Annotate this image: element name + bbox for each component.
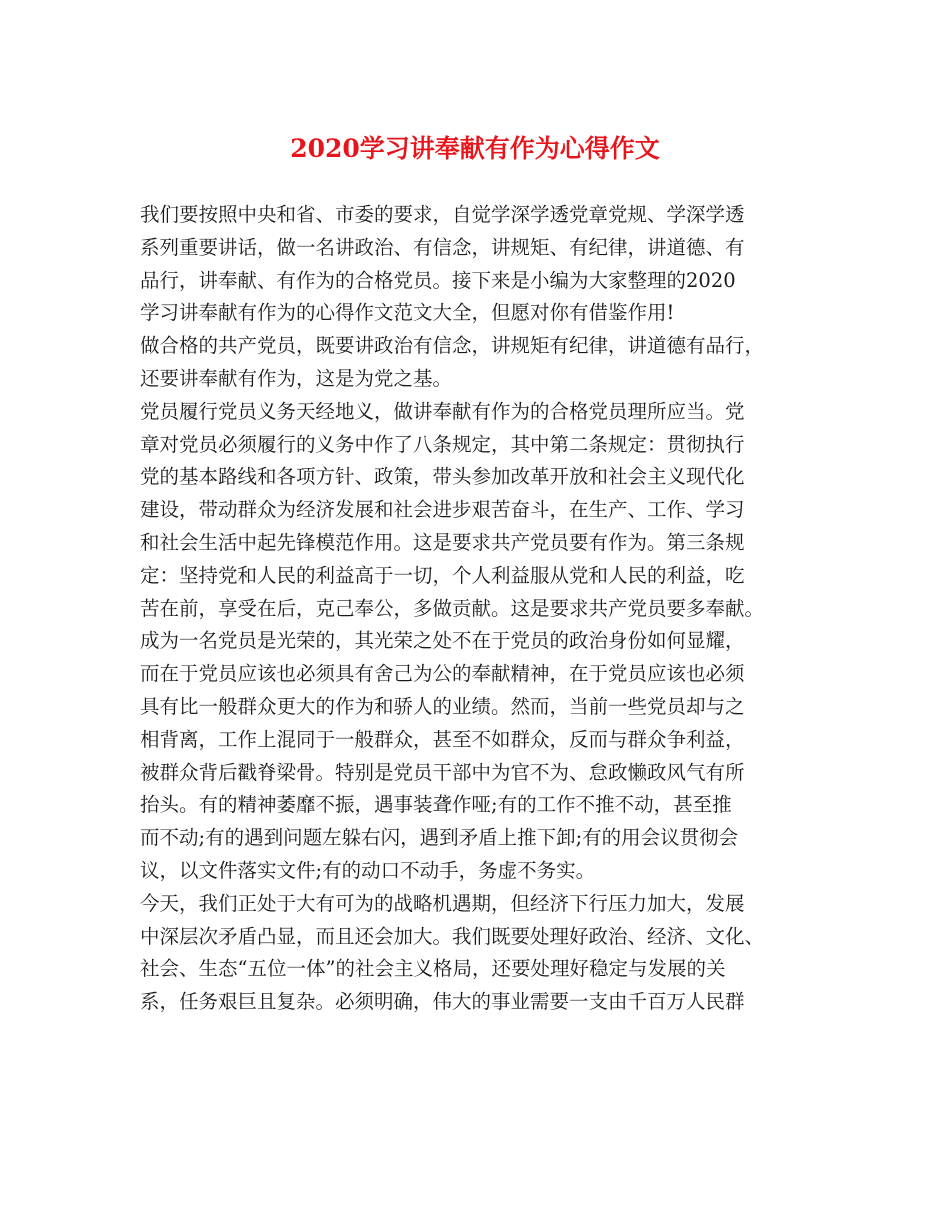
body-text-line: 而不动;有的遇到问题左躲右闪，遇到矛盾上推下卸;有的用会议贯彻会 xyxy=(140,826,739,850)
body-text-line: 苦在前，享受在后，克己奉公，多做贡献。这是要求共产党员要多奉献。 xyxy=(140,596,765,620)
body-text-line: 社会、生态“五位一体”的社会主义格局，还要处理好稳定与发展的关 xyxy=(140,957,726,981)
body-text-line: 今天，我们正处于大有可为的战略机遇期，但经济下行压力加大，发展 xyxy=(140,891,745,915)
body-text-line: 章对党员必须履行的义务中作了八条规定，其中第二条规定：贯彻执行 xyxy=(140,432,745,456)
body-text-line: 建设，带动群众为经济发展和社会进步艰苦奋斗，在生产、工作、学习 xyxy=(140,498,745,522)
body-text-line: 抬头。有的精神萎靡不振，遇事装聋作哑;有的工作不推不动，甚至推 xyxy=(140,793,732,817)
body-text-line: 还要讲奉献有作为，这是为党之基。 xyxy=(140,366,453,390)
body-text-line: 党员履行党员义务天经地义，做讲奉献有作为的合格党员理所应当。党 xyxy=(140,399,745,423)
body-text-line: 中深层次矛盾凸显，而且还会加大。我们既要处理好政治、经济、文化、 xyxy=(140,924,765,948)
document-title: 2020学习讲奉献有作为心得作文 xyxy=(290,134,660,163)
body-text-line: 和社会生活中起先锋模范作用。这是要求共产党员要有作为。第三条规 xyxy=(140,530,745,554)
body-text-line: 定：坚持党和人民的利益高于一切，个人利益服从党和人民的利益，吃 xyxy=(140,563,745,587)
body-text-line: 议，以文件落实文件;有的动口不动手，务虚不务实。 xyxy=(140,858,596,882)
body-text-line: 学习讲奉献有作为的心得作文范文大全，但愿对你有借鉴作用! xyxy=(140,301,675,325)
body-text-line: 我们要按照中央和省、市委的要求，自觉学深学透党章党规、学深学透 xyxy=(140,203,745,226)
body-text-line: 而在于党员应该也必须具有舍己为公的奉献精神，在于党员应该也必须 xyxy=(140,662,745,686)
body-text-line: 成为一名党员是光荣的，其光荣之处不在于党员的政治身份如何显耀， xyxy=(140,629,745,653)
body-text-line: 系，任务艰巨且复杂。必须明确，伟大的事业需要一支由千百万人民群 xyxy=(140,990,745,1014)
body-text-line: 品行，讲奉献、有作为的合格党员。接下来是小编为大家整理的2020 xyxy=(140,268,736,292)
body-text-line: 党的基本路线和各项方针、政策，带头参加改革开放和社会主义现代化 xyxy=(140,465,745,489)
body-text-line: 系列重要讲话，做一名讲政治、有信念，讲规矩、有纪律，讲道德、有 xyxy=(140,235,745,259)
document-body xyxy=(140,199,828,1019)
body-text-line: 被群众背后戳脊梁骨。特别是党员干部中为官不为、怠政懒政风气有所 xyxy=(140,760,745,784)
body-text-line: 做合格的共产党员，既要讲政治有信念，讲规矩有纪律，讲道德有品行， xyxy=(140,334,765,358)
body-text-line: 相背离，工作上混同于一般群众，甚至不如群众，反而与群众争利益， xyxy=(140,727,745,751)
body-text-line: 具有比一般群众更大的作为和骄人的业绩。然而，当前一些党员却与之 xyxy=(140,694,745,718)
